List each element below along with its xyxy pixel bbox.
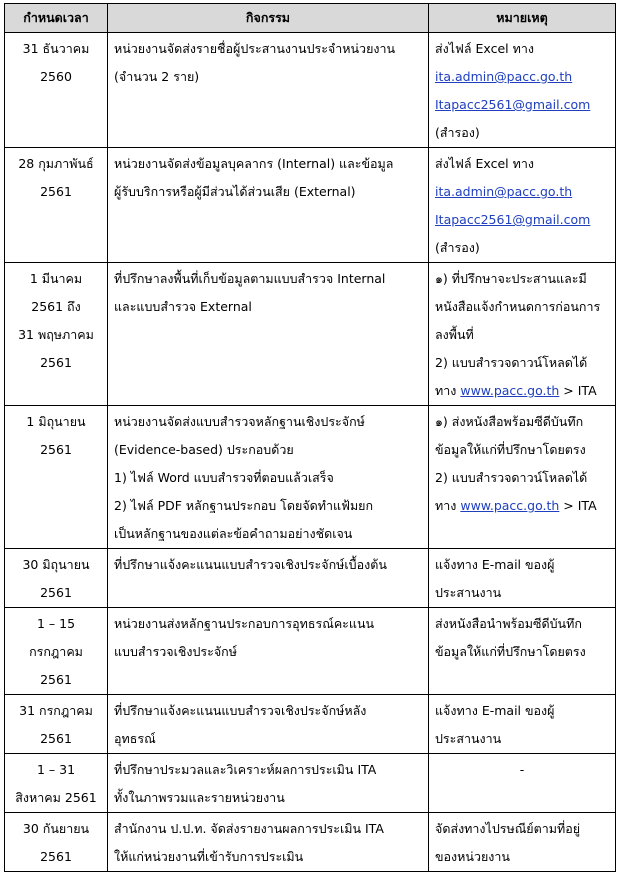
date-cell-line: 2561 bbox=[40, 355, 72, 370]
note-cell-line: ข้อมูลให้แก่ที่ปรึกษาโดยตรง bbox=[435, 442, 586, 457]
date-cell-line: 1 – 31 bbox=[36, 762, 76, 777]
note-cell-line: (สำรอง) bbox=[435, 240, 480, 255]
activity-cell bbox=[108, 148, 429, 263]
note-cell-line: ๑) ที่ปรึกษาจะประสานและมี bbox=[435, 271, 587, 286]
activity-cell-line: ที่ปรึกษาแจ้งคะแนนแบบสำรวจเชิงประจักษ์หลัง bbox=[114, 703, 367, 718]
note-cell-line: จัดส่งทางไปรษณีย์ตามที่อยู่ bbox=[435, 821, 581, 836]
date-cell-line: 31 พฤษภาคม bbox=[18, 327, 94, 342]
activity-cell-line: ที่ปรึกษาแจ้งคะแนนแบบสำรวจเชิงประจักษ์เบื้องต้น bbox=[114, 557, 387, 572]
activity-cell-line: หน่วยงานจัดส่งรายชื่อผู้ประสานงานประจำหน่วยงาน bbox=[114, 41, 396, 56]
header-activity: กิจกรรม bbox=[108, 4, 429, 33]
table-row bbox=[5, 608, 616, 695]
date-cell-line: 1 มิถุนายน bbox=[26, 414, 86, 429]
date-cell-line: 1 มีนาคม bbox=[29, 271, 83, 286]
date-cell bbox=[5, 33, 108, 148]
date-cell bbox=[5, 549, 108, 608]
date-cell bbox=[5, 695, 108, 754]
activity-cell-line: ผู้รับบริการหรือผู้มีส่วนได้ส่วนเสีย (External) bbox=[114, 184, 356, 199]
email-link[interactable]: ita.admin@pacc.go.th bbox=[435, 184, 573, 199]
activity-cell-line: หน่วยงานส่งหลักฐานประกอบการอุทธรณ์คะแนน bbox=[114, 616, 375, 631]
activity-cell bbox=[108, 406, 429, 549]
note-cell-line bbox=[435, 492, 609, 520]
table-row bbox=[5, 549, 616, 608]
note-cell bbox=[429, 148, 616, 263]
note-cell-line: ส่งไฟล์ Excel ทาง bbox=[435, 156, 534, 171]
link-suffix: > ITA bbox=[559, 498, 597, 513]
note-cell bbox=[429, 406, 616, 549]
date-cell bbox=[5, 148, 108, 263]
note-cell-line: ลงพื้นที่ bbox=[435, 327, 474, 342]
date-cell-line: กรกฎาคม bbox=[29, 644, 83, 659]
schedule-table bbox=[4, 3, 616, 872]
activity-cell-line: 1) ไฟล์ Word แบบสำรวจที่ตอบแล้วเสร็จ bbox=[114, 470, 334, 485]
note-cell bbox=[429, 754, 616, 813]
activity-cell-line: เป็นหลักฐานของแต่ละข้อคำถามอย่างชัดเจน bbox=[114, 526, 353, 541]
date-cell-line: 30 กันยายน bbox=[22, 821, 90, 836]
note-cell-line: หนังสือแจ้งกำหนดการก่อนการ bbox=[435, 299, 601, 314]
header-date: กำหนดเวลา bbox=[5, 4, 108, 33]
date-cell-line: 2561 bbox=[40, 442, 72, 457]
date-cell-line: สิงหาคม 2561 bbox=[15, 790, 97, 805]
date-cell-line: 30 มิถุนายน bbox=[22, 557, 90, 572]
note-cell-line: - bbox=[519, 762, 525, 777]
table-row bbox=[5, 33, 616, 148]
table-row bbox=[5, 695, 616, 754]
activity-cell bbox=[108, 263, 429, 406]
website-link[interactable]: www.pacc.go.th bbox=[460, 498, 560, 513]
table-row bbox=[5, 754, 616, 813]
email-link[interactable]: Itapacc2561@gmail.com bbox=[435, 212, 591, 227]
note-cell-line: (สำรอง) bbox=[435, 125, 480, 140]
date-cell-line: 31 ธันวาคม bbox=[22, 41, 90, 56]
note-cell-line: แจ้งทาง E-mail ของผู้ bbox=[435, 703, 555, 718]
activity-cell-line: ที่ปรึกษาประมวลและวิเคราะห์ผลการประเมิน ITA bbox=[114, 762, 377, 777]
date-cell-line: 28 กุมภาพันธ์ bbox=[18, 156, 94, 171]
date-cell bbox=[5, 754, 108, 813]
activity-cell-line: (Evidence-based) ประกอบด้วย bbox=[114, 442, 294, 457]
activity-cell-line: หน่วยงานจัดส่งข้อมูลบุคลากร (Internal) และข้อมูล bbox=[114, 156, 394, 171]
link-prefix: ทาง bbox=[435, 383, 461, 398]
note-cell-line: 2) แบบสำรวจดาวน์โหลดได้ bbox=[435, 470, 588, 485]
email-link[interactable]: ita.admin@pacc.go.th bbox=[435, 69, 573, 84]
activity-cell-line: 2) ไฟล์ PDF หลักฐานประกอบ โดยจัดทำแฟ้มยก bbox=[114, 498, 374, 513]
date-cell-line: 1 – 15 bbox=[36, 616, 76, 631]
note-cell-line: ส่งหนังสือนำพร้อมซีดีบันทึก bbox=[435, 616, 582, 631]
note-cell bbox=[429, 33, 616, 148]
note-cell-line: ข้อมูลให้แก่ที่ปรึกษาโดยตรง bbox=[435, 644, 586, 659]
activity-cell bbox=[108, 549, 429, 608]
activity-cell-line: สำนักงาน ป.ป.ท. จัดส่งรายงานผลการประเมิน ITA bbox=[114, 821, 384, 836]
note-cell-line: ของหน่วยงาน bbox=[435, 849, 510, 864]
activity-cell-line: หน่วยงานจัดส่งแบบสำรวจหลักฐานเชิงประจักษ์ bbox=[114, 414, 365, 429]
date-cell-line: 2561 bbox=[40, 184, 72, 199]
activity-cell-line: แบบสำรวจเชิงประจักษ์ bbox=[114, 644, 237, 659]
note-cell bbox=[429, 695, 616, 754]
date-cell bbox=[5, 406, 108, 549]
activity-cell-line: ให้แก่หน่วยงานที่เข้ารับการประเมิน bbox=[114, 849, 304, 864]
activity-cell bbox=[108, 695, 429, 754]
note-cell-line: ประสานงาน bbox=[435, 585, 502, 600]
email-link[interactable]: Itapacc2561@gmail.com bbox=[435, 97, 591, 112]
note-cell bbox=[429, 263, 616, 406]
note-cell bbox=[429, 608, 616, 695]
note-cell-line: ส่งไฟล์ Excel ทาง bbox=[435, 41, 534, 56]
date-cell-line: 2561 bbox=[40, 849, 72, 864]
website-link[interactable]: www.pacc.go.th bbox=[460, 383, 560, 398]
link-suffix: > ITA bbox=[559, 383, 597, 398]
table-row bbox=[5, 406, 616, 549]
note-cell-line: ประสานงาน bbox=[435, 731, 502, 746]
activity-cell bbox=[108, 754, 429, 813]
note-cell-line: 2) แบบสำรวจดาวน์โหลดได้ bbox=[435, 355, 588, 370]
date-cell-line: 31 กรกฎาคม bbox=[19, 703, 93, 718]
date-cell-line: 2561 ถึง bbox=[31, 299, 81, 314]
note-cell-line: แจ้งทาง E-mail ของผู้ bbox=[435, 557, 555, 572]
date-cell-line: 2560 bbox=[40, 69, 72, 84]
header-row bbox=[5, 4, 616, 33]
activity-cell-line: ที่ปรึกษาลงพื้นที่เก็บข้อมูลตามแบบสำรวจ Internal bbox=[114, 271, 386, 286]
date-cell-line: 2561 bbox=[40, 731, 72, 746]
link-prefix: ทาง bbox=[435, 498, 461, 513]
table-row bbox=[5, 148, 616, 263]
header-note: หมายเหตุ bbox=[429, 4, 616, 33]
note-cell bbox=[429, 549, 616, 608]
activity-cell bbox=[108, 33, 429, 148]
note-cell-line: ๑) ส่งหนังสือพร้อมซีดีบันทึก bbox=[435, 414, 584, 429]
table-row bbox=[5, 263, 616, 406]
activity-cell-line: และแบบสำรวจ External bbox=[114, 299, 252, 314]
date-cell bbox=[5, 608, 108, 695]
date-cell-line: 2561 bbox=[40, 585, 72, 600]
date-cell bbox=[5, 263, 108, 406]
activity-cell-line: (จำนวน 2 ราย) bbox=[114, 69, 200, 84]
note-cell-line bbox=[435, 377, 609, 405]
activity-cell-line: อุทธรณ์ bbox=[114, 731, 156, 746]
date-cell-line: 2561 bbox=[40, 672, 72, 687]
table-body bbox=[5, 33, 616, 872]
activity-cell-line: ทั้งในภาพรวมและรายหน่วยงาน bbox=[114, 790, 285, 805]
activity-cell bbox=[108, 608, 429, 695]
